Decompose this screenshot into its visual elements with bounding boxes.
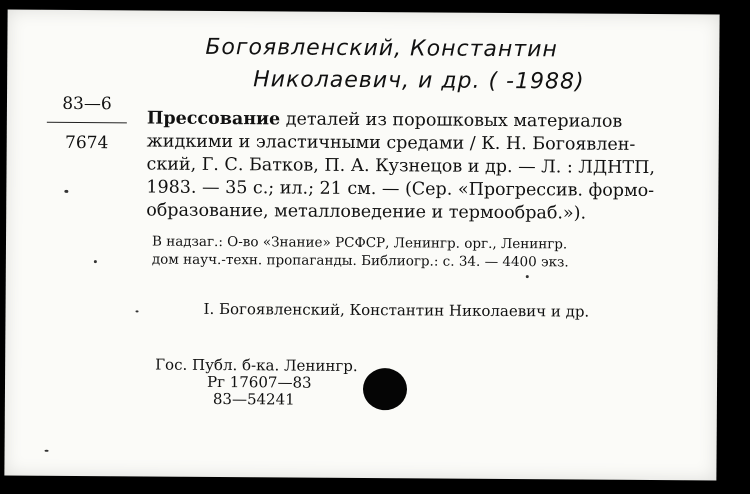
note-line-2: дом науч.-техн. пропаганды. Библиогр.: с. 34. — 4400 экз.: [151, 251, 569, 271]
handwritten-patronymic-line: Николаевич, и др. ( -1988): [253, 67, 585, 95]
entry-line-1-rest: деталей из порошковых материалов: [280, 109, 623, 132]
scan-speck: [526, 275, 529, 278]
shelfmark: [47, 94, 127, 154]
note-line-1: В надзаг.: О-во «Знание» РСФСР, Ленингр. орг., Ленингр.: [151, 233, 568, 253]
scan-speck: [45, 450, 49, 452]
tracing-line: I. Богоявленский, Константин Николаевич и др.: [203, 299, 590, 321]
entry-line-2: жидкими и эластичными средами / К. Н. Богоявлен-: [146, 131, 636, 155]
scan-speck: [64, 190, 68, 193]
bibliographic-entry: [146, 107, 707, 226]
entry-line-4: 1983. — 35 с.; ил.; 21 см. — (Сер. «Прогрессив. формо-: [146, 177, 655, 202]
library-reg-number: Рг 17607—83: [206, 372, 312, 392]
scan-speck: [136, 310, 139, 312]
catalog-card: [4, 10, 719, 481]
scan-speck: [94, 260, 97, 263]
entry-title: Прессование: [146, 108, 281, 130]
library-card-number: 83—54241: [212, 389, 295, 409]
entry-line-3: ский, Г. С. Батков, П. А. Кузнецов и др. — Л. : ЛДНТП,: [146, 154, 656, 179]
ink-blot-stamp: [363, 368, 407, 410]
shelfmark-top: 83—6: [62, 93, 112, 115]
handwritten-author-line: Богоявленский, Константин: [205, 34, 558, 63]
library-stamp-text: [155, 357, 358, 409]
entry-note: [152, 233, 569, 272]
shelfmark-bottom: 7674: [64, 132, 109, 154]
shelfmark-divider: [47, 122, 127, 124]
library-name: Гос. Публ. б-ка. Ленингр.: [155, 355, 358, 375]
entry-line-5: образование, металловедение и термообраб.»).: [146, 200, 587, 224]
